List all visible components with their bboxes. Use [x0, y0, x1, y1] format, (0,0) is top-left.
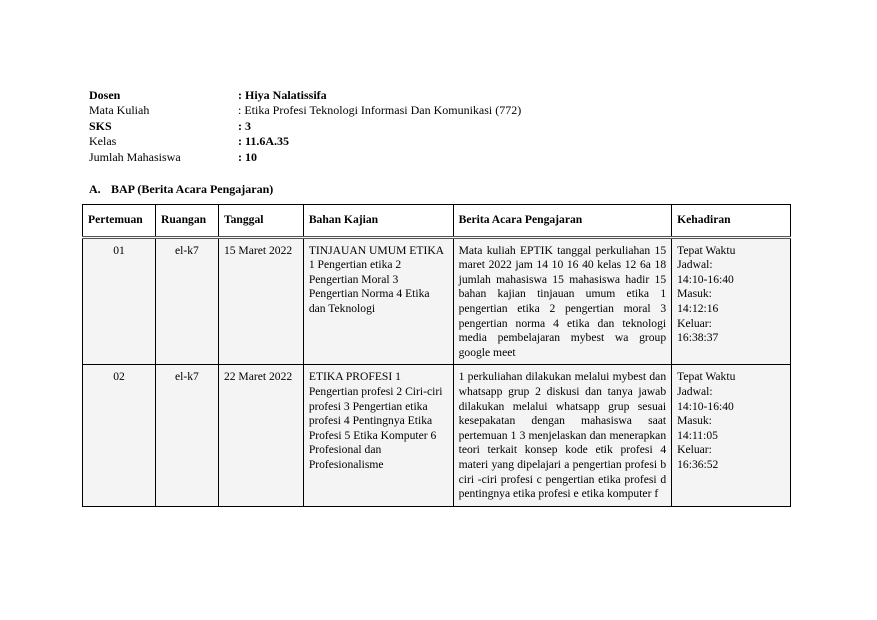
- header-bahan-kajian: Bahan Kajian: [303, 205, 453, 238]
- info-value: : Hiya Nalatissifa: [238, 88, 327, 102]
- info-value: : 11.6A.35: [238, 134, 289, 149]
- section-heading: [89, 182, 273, 197]
- checkin-value: 14:12:16: [677, 301, 719, 315]
- info-row-mata-kuliah: [89, 103, 521, 118]
- info-label: SKS: [89, 118, 112, 133]
- header-tanggal: Tanggal: [218, 205, 303, 238]
- info-value: : 3: [238, 118, 251, 133]
- checkin-value: 14:11:05: [677, 428, 718, 442]
- info-row-sks: [89, 119, 521, 134]
- checkout-label: Keluar:: [677, 443, 712, 457]
- info-label: Dosen: [89, 88, 121, 102]
- header-kehadiran: Kehadiran: [672, 205, 791, 238]
- info-label: Kelas: [89, 134, 117, 149]
- course-info: [89, 88, 521, 165]
- cell-tanggal: 15 Maret 2022: [218, 237, 303, 365]
- checkout-value: 16:38:37: [677, 331, 719, 345]
- info-value: : 10: [238, 149, 257, 164]
- cell-bahan-kajian: TINJAUAN UMUM ETIKA 1 Pengertian etika 2 Pengertian Moral 3 Pengertian Norma 4 Etika dan Teknologi: [303, 237, 453, 365]
- schedule-label: Jadwal:: [677, 258, 713, 272]
- section-letter: A.: [89, 182, 101, 196]
- section-title-text: BAP (Berita Acara Pengajaran): [111, 182, 274, 196]
- cell-berita-acara: Mata kuliah EPTIK tanggal perkuliahan 15 maret 2022 jam 14 10 16 40 kelas 12 6a 18 jumlah mahasiswa 15 mahasiswa hadir 15 bahan kajian tinjauan umum etika 1 pengertian etika 2 pengertian moral 3 pengertian norma 4 etika dan teknologi media pembelajaran mybest wa group google meet: [453, 237, 672, 365]
- cell-tanggal: 22 Maret 2022: [218, 365, 303, 506]
- cell-bahan-kajian: ETIKA PROFESI 1 Pengertian profesi 2 Ciri-ciri profesi 3 Pengertian etika profesi 4 Pentingnya Etika Profesi 5 Etika Komputer 6 Profesional dan Profesionalisme: [303, 365, 453, 506]
- schedule-value: 14:10-16:40: [677, 399, 734, 413]
- header-berita-acara: Berita Acara Pengajaran: [453, 205, 672, 238]
- info-value: : Etika Profesi Teknologi Informasi Dan Komunikasi (772): [238, 103, 522, 118]
- checkin-label: Masuk:: [677, 287, 712, 301]
- cell-pertemuan: 01: [83, 237, 156, 365]
- header-pertemuan: Pertemuan: [83, 205, 156, 238]
- info-label: Jumlah Mahasiswa: [89, 149, 181, 164]
- cell-pertemuan: 02: [83, 365, 156, 506]
- attendance-status: Tepat Waktu: [677, 370, 736, 384]
- cell-berita-acara: 1 perkuliahan dilakukan melalui mybest dan whatsapp grup 2 diskusi dan tanya jawab dilakukan melalui whatsapp grup sesuai kesepakatan dengan mahasiswa saat pertemuan 1 3 menjelaskan dan menerapkan teori terkait konsep kode etik profesi 4 materi yang dipelajari a pengertian profesi b ciri -ciri profesi c pengertian etika profesi d pentingnya etika profesi e etika komputer f: [453, 365, 672, 506]
- checkin-label: Masuk:: [677, 414, 712, 428]
- checkout-value: 16:36:52: [677, 457, 719, 471]
- bap-table: [82, 204, 791, 507]
- checkout-label: Keluar:: [677, 316, 712, 330]
- cell-kehadiran: [672, 237, 791, 365]
- schedule-value: 14:10-16:40: [677, 272, 734, 286]
- info-row-kelas: [89, 134, 521, 149]
- attendance-status: Tepat Waktu: [677, 243, 736, 257]
- schedule-label: Jadwal:: [677, 384, 713, 398]
- info-row-jumlah-mahasiswa: [89, 150, 521, 165]
- info-row-dosen: [89, 88, 521, 103]
- cell-kehadiran: [672, 365, 791, 506]
- table-row: [83, 365, 791, 506]
- cell-ruangan: el-k7: [155, 237, 218, 365]
- table-header-row: [83, 205, 791, 238]
- info-label: Mata Kuliah: [89, 103, 150, 118]
- table-row: [83, 237, 791, 365]
- header-ruangan: Ruangan: [155, 205, 218, 238]
- cell-ruangan: el-k7: [155, 365, 218, 506]
